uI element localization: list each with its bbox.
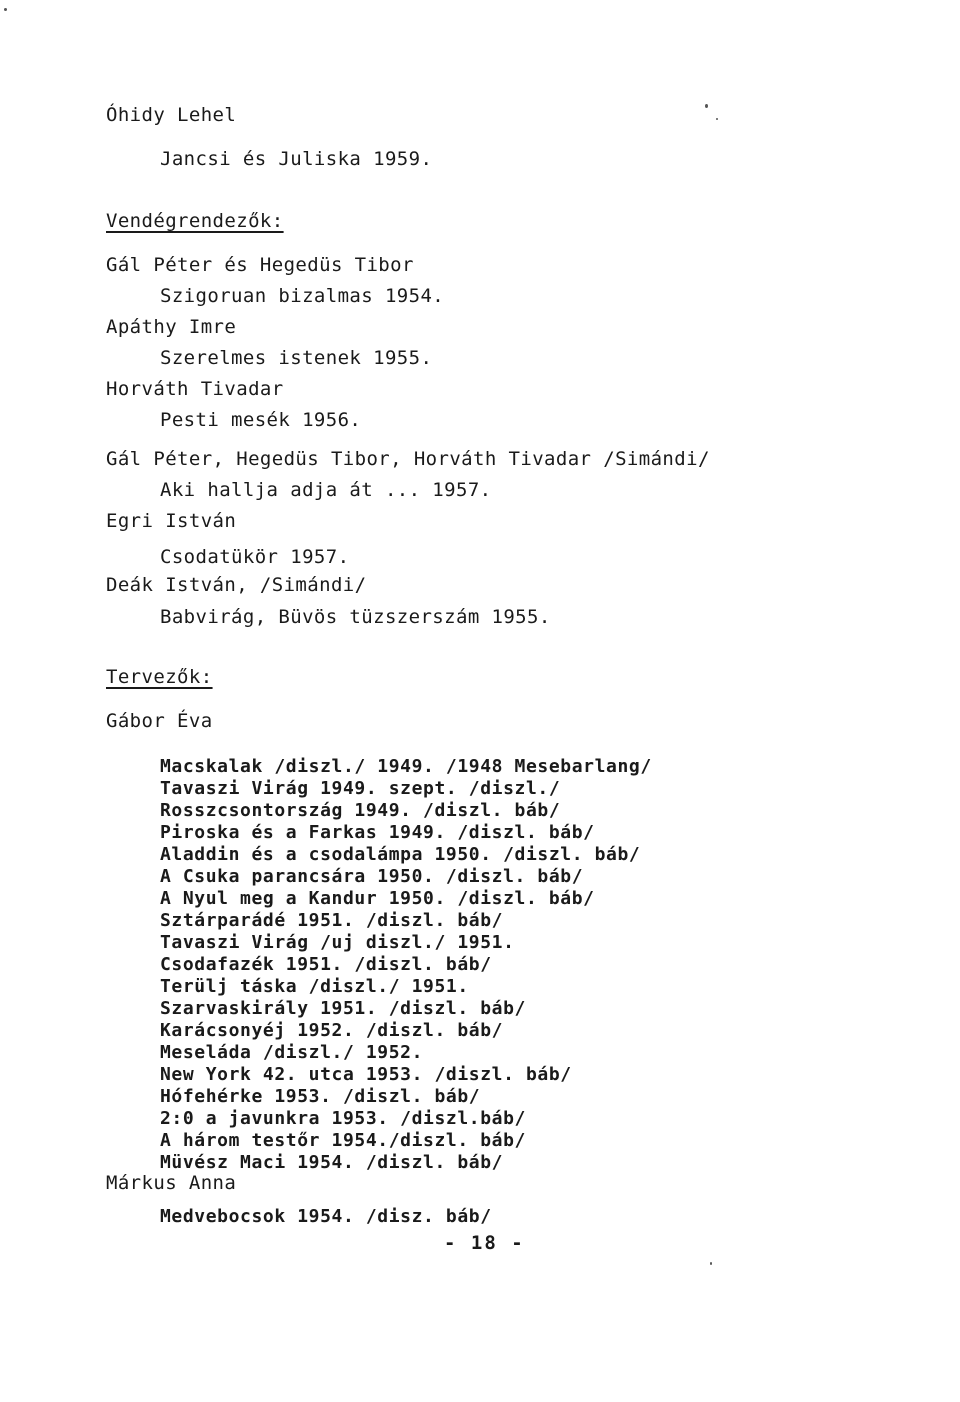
designer-work: New York 42. utca 1953. /diszl. báb/ — [160, 1064, 572, 1085]
designer-work: Karácsonyéj 1952. /diszl. báb/ — [160, 1020, 504, 1041]
designer-work: A Nyul meg a Kandur 1950. /diszl. báb/ — [160, 888, 595, 909]
director-name: Egri István — [106, 510, 237, 532]
designer-work: Csodafazék 1951. /diszl. báb/ — [160, 954, 492, 975]
director-name: Apáthy Imre — [106, 316, 237, 338]
director-work: Szerelmes istenek 1955. — [160, 347, 433, 369]
page-number: - 18 - — [444, 1232, 525, 1254]
designer-work: Tavaszi Virág /uj diszl./ 1951. — [160, 932, 515, 953]
director-name: Deák István, /Simándi/ — [106, 574, 367, 596]
scan-speck — [716, 118, 718, 120]
director-work: Babvirág, Büvös tüzszerszám 1955. — [160, 606, 551, 628]
scan-speck — [4, 8, 7, 11]
designer-name: Gábor Éva — [106, 710, 213, 732]
designer-work: Sztárparádé 1951. /diszl. báb/ — [160, 910, 504, 931]
designer-work: Aladdin és a csodalámpa 1950. /diszl. báb/ — [160, 844, 641, 865]
designer-work: Meseláda /diszl./ 1952. — [160, 1042, 424, 1063]
author-work: Jancsi és Juliska 1959. — [160, 148, 433, 170]
designer-work: Piroska és a Farkas 1949. /diszl. báb/ — [160, 822, 595, 843]
designer-work: Tavaszi Virág 1949. szept. /diszl./ — [160, 778, 561, 799]
director-name: Horváth Tivadar — [106, 378, 284, 400]
designer-work: Macskalak /diszl./ 1949. /1948 Mesebarlang/ — [160, 756, 652, 777]
designer-work: Rosszcsontország 1949. /diszl. báb/ — [160, 800, 561, 821]
director-work: Csodatükör 1957. — [160, 546, 350, 568]
scan-speck — [710, 1262, 712, 1265]
director-name: Gál Péter és Hegedüs Tibor — [106, 254, 414, 276]
designers-heading: Tervezők: — [106, 666, 213, 688]
director-work: Pesti mesék 1956. — [160, 409, 362, 431]
author-name: Óhidy Lehel — [106, 104, 237, 126]
designer-work: Szarvaskirály 1951. /diszl. báb/ — [160, 998, 526, 1019]
designer-work: 2:0 a javunkra 1953. /diszl.báb/ — [160, 1108, 526, 1129]
director-work: Szigoruan bizalmas 1954. — [160, 285, 445, 307]
designer-work: Müvész Maci 1954. /diszl. báb/ — [160, 1152, 504, 1173]
designer-name: Márkus Anna — [106, 1172, 237, 1194]
designer-work: Terülj táska /diszl./ 1951. — [160, 976, 469, 997]
scan-speck — [705, 104, 708, 108]
director-name: Gál Péter, Hegedüs Tibor, Horváth Tivadar /Simándi/ — [106, 448, 710, 470]
designer-work: A Csuka parancsára 1950. /diszl. báb/ — [160, 866, 584, 887]
designer-work: Hófehérke 1953. /diszl. báb/ — [160, 1086, 481, 1107]
director-work: Aki hallja adja át ... 1957. — [160, 479, 492, 501]
directors-heading: Vendégrendezők: — [106, 210, 284, 232]
designer-work: Medvebocsok 1954. /disz. báb/ — [160, 1206, 492, 1227]
designer-work: A három testőr 1954./diszl. báb/ — [160, 1130, 526, 1151]
